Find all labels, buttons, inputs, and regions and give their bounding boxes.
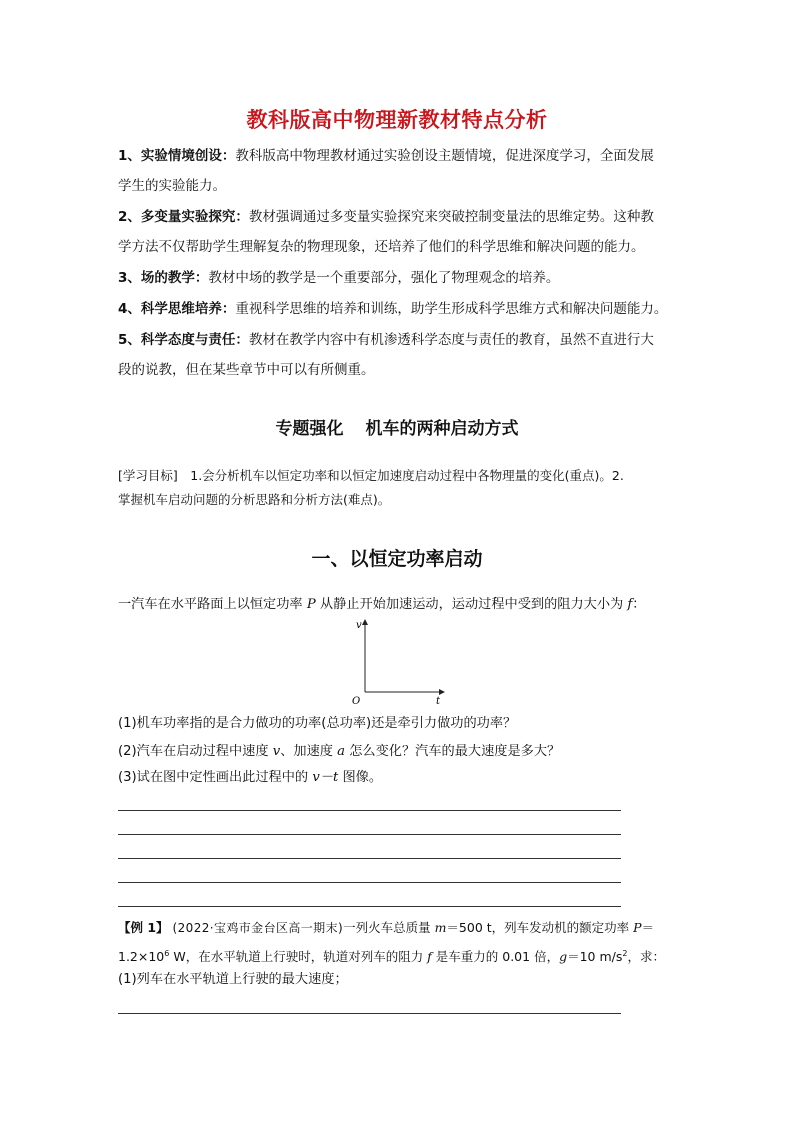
var-P: P	[633, 920, 642, 935]
intro-text: 从静止开始加速运动，运动过程中受到的阻力大小为	[315, 597, 628, 612]
answer-line[interactable]	[118, 1013, 621, 1014]
feature-label: 4、科学思维培养：	[118, 301, 236, 317]
answer-line[interactable]	[118, 858, 621, 859]
question-2	[118, 742, 560, 762]
var-g: g	[559, 949, 568, 965]
vt-graph	[344, 614, 454, 706]
answer-line[interactable]	[118, 882, 621, 883]
objectives-line2: 掌握机车启动问题的分析思路和分析方法(难点)。	[118, 492, 391, 507]
topic-heading	[0, 414, 794, 439]
topic-part1: 专题强化	[275, 419, 344, 439]
exponent: 6	[164, 949, 170, 958]
feature-2-line1	[118, 207, 654, 227]
example-source: (2022·宝鸡市金台区高一期末)	[172, 921, 344, 935]
feature-text: 重视科学思维的培养和训练，助学生形成科学思维方式和解决问题能力。	[235, 301, 668, 317]
feature-4	[118, 299, 667, 319]
ex-text: 1.2×10	[118, 949, 165, 965]
x-axis-label: t	[436, 696, 441, 706]
q-text: (2)汽车在启动过程中速度	[118, 744, 273, 759]
feature-5-line2: 段的说教，但在某些章节中可以有所侧重。	[118, 362, 375, 378]
feature-text: 教科版高中物理教材通过实验创设主题情境，促进深度学习，全面发展	[235, 148, 654, 164]
var-m: m	[434, 920, 447, 935]
example-1-line1	[118, 918, 654, 938]
feature-text: 教材在教学内容中有机渗透科学态度与责任的教育，虽然不直进行大	[248, 332, 654, 348]
answer-line[interactable]	[118, 810, 621, 811]
feature-label: 5、科学态度与责任：	[118, 332, 249, 348]
ex-text: W，在水平轨道上行驶时，轨道对列车的阻力	[169, 949, 428, 965]
feature-label: 3、场的教学：	[118, 270, 209, 286]
example-1-question-1: (1)列车在水平轨道上行驶的最大速度；	[118, 972, 348, 987]
intro-sentence	[118, 595, 645, 615]
ex-text: ＝	[641, 920, 655, 935]
feature-label: 1、实验情境创设：	[118, 148, 236, 164]
var-v: v	[272, 744, 281, 759]
q-text: 怎么变化？汽车的最大速度是多大？	[345, 744, 561, 759]
document-title: 教科版高中物理新教材特点分析	[246, 108, 548, 132]
var-vt: v－t	[312, 770, 339, 785]
q-text: 图像。	[338, 770, 383, 785]
feature-1-line2: 学生的实验能力。	[118, 178, 226, 194]
question-1: (1)机车功率指的是合力做功的功率(总功率)还是牵引力做功的功率？	[118, 716, 517, 731]
intro-text: ：	[632, 597, 646, 612]
ex-text: ，求：	[627, 949, 665, 965]
example-1-line2	[118, 944, 665, 967]
feature-text: 教材中场的教学是一个重要部分，强化了物理观念的培养。	[208, 270, 560, 286]
section-title: 一、以恒定功率启动	[311, 548, 483, 570]
q-text: (3)试在图中定性画出此过程中的	[118, 770, 313, 785]
exponent: 2	[622, 949, 628, 958]
y-axis-label: v	[356, 620, 362, 631]
ex-text: ＝500 t，列车发动机的额定功率	[446, 920, 634, 935]
objectives-line1: [学习目标] 1.会分析机车以恒定功率和以恒定加速度启动过程中各物理量的变化(重点)。2.	[118, 468, 624, 483]
feature-label: 2、多变量实验探究：	[118, 209, 249, 225]
question-3	[118, 768, 382, 788]
feature-5-line1	[118, 330, 654, 350]
ex-text: 一列火车总质量	[343, 920, 435, 935]
feature-text: 教材强调通过多变量实验探究来突破控制变量法的思维定势。这种教	[248, 209, 654, 225]
origin-label: O	[352, 696, 361, 706]
var-f: f	[627, 597, 633, 612]
var-P: P	[306, 597, 316, 612]
answer-line[interactable]	[118, 906, 621, 907]
topic-part2: 机车的两种启动方式	[365, 419, 519, 439]
answer-line[interactable]	[118, 834, 621, 835]
q-text: 、加速度	[280, 744, 338, 759]
ex-text: ＝10 m/s	[567, 949, 623, 965]
var-f: f	[427, 949, 432, 965]
feature-1-line1	[118, 146, 654, 166]
intro-text: 一汽车在水平路面上以恒定功率	[118, 597, 307, 612]
var-a: a	[337, 744, 346, 759]
feature-2-line2: 学方法不仅帮助学生理解复杂的物理现象，还培养了他们的科学思维和解决问题的能力。	[118, 239, 645, 255]
feature-3	[118, 268, 559, 288]
ex-text: 是车重力的 0.01 倍，	[431, 949, 560, 965]
example-tag: 【例 1】	[118, 920, 169, 935]
